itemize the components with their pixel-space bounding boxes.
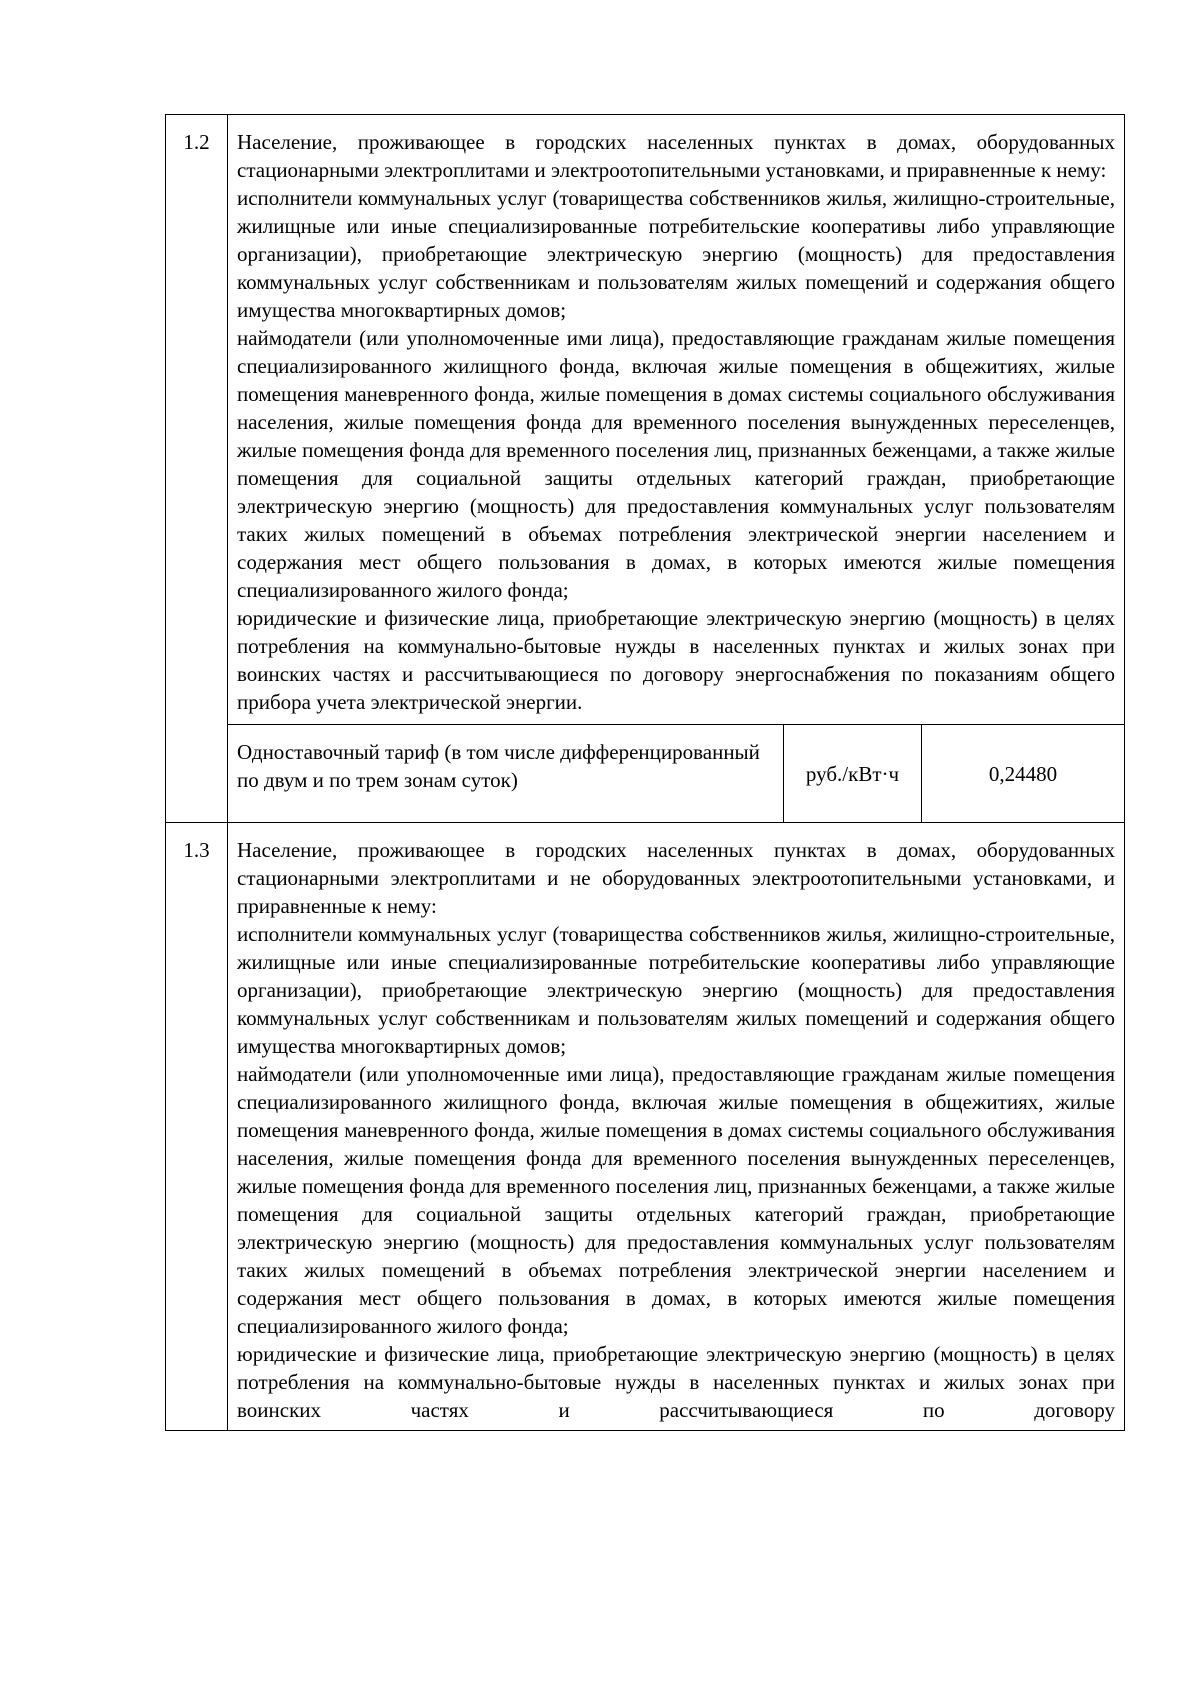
tariff-value: 0,24480 — [922, 725, 1125, 823]
description-paragraph: юридические и физические лица, приобретающие электрическую энергию (мощность) в целях потребления на коммунально-бытовые нужды в населенных пунктах и жилых зонах при воинских частях и рассчитывающиеся по договору — [237, 1342, 1115, 1422]
table-row — [166, 725, 1125, 823]
row-number: 1.2 — [166, 115, 228, 823]
description-paragraph: Население, проживающее в городских населенных пунктах в домах, оборудованных стационарными электроплитами и электроотопительными установками, и приравненные к нему: — [237, 130, 1115, 182]
tariff-name: Одноставочный тариф (в том числе дифференцированный по двум и по трем зонам суток) — [228, 725, 784, 823]
description-paragraph: наймодатели (или уполномоченные ими лица), предоставляющие гражданам жилые помещения специализированного жилищного фонда, включая жилые помещения в общежитиях, жилые помещения маневренного фонда, жилые помещения в домах системы социального обслуживания населения, жилые помещения фонда для временного поселения вынужденных переселенцев, жилые помещения фонда для временного поселения лиц, признанных беженцами, а также жилые помещения для социальной защиты отдельных категорий граждан, приобретающие электрическую энергию (мощность) для предоставления коммунальных услуг пользователям таких жилых помещений в объемах потребления электрической энергии населением и содержания мест общего пользования в домах, в которых имеются жилые помещения специализированного жилого фонда; — [237, 326, 1115, 602]
description-paragraph: исполнители коммунальных услуг (товарищества собственников жилья, жилищно-строительные, жилищные или иные специализированные потребительские кооперативы либо управляющие организации), приобретающие электрическую энергию (мощность) для предоставления коммунальных услуг собственникам и пользователям жилых помещений и содержания общего имущества многоквартирных домов; — [237, 922, 1115, 1058]
tariff-table — [165, 114, 1125, 1431]
description-paragraph: юридические и физические лица, приобретающие электрическую энергию (мощность) в целях потребления на коммунально-бытовые нужды в населенных пунктах и жилых зонах при воинских частях и рассчитывающиеся по договору энергоснабжения по показаниям общего прибора учета электрической энергии. — [237, 606, 1115, 714]
consumer-description — [228, 823, 1125, 1431]
tariff-unit: руб./кВт·ч — [784, 725, 922, 823]
table-row — [166, 115, 1125, 725]
description-paragraph: наймодатели (или уполномоченные ими лица), предоставляющие гражданам жилые помещения специализированного жилищного фонда, включая жилые помещения в общежитиях, жилые помещения маневренного фонда, жилые помещения в домах системы социального обслуживания населения, жилые помещения фонда для временного поселения вынужденных переселенцев, жилые помещения фонда для временного поселения лиц, признанных беженцами, а также жилые помещения для социальной защиты отдельных категорий граждан, приобретающие электрическую энергию (мощность) для предоставления коммунальных услуг пользователям таких жилых помещений в объемах потребления электрической энергии населением и содержания мест общего пользования в домах, в которых имеются жилые помещения специализированного жилого фонда; — [237, 1062, 1115, 1338]
description-paragraph: Население, проживающее в городских населенных пунктах в домах, оборудованных стационарными электроплитами и не оборудованных электроотопительными установками, и приравненные к нему: — [237, 838, 1115, 918]
description-paragraph: исполнители коммунальных услуг (товарищества собственников жилья, жилищно-строительные, жилищные или иные специализированные потребительские кооперативы либо управляющие организации), приобретающие электрическую энергию (мощность) для предоставления коммунальных услуг собственникам и пользователям жилых помещений и содержания общего имущества многоквартирных домов; — [237, 186, 1115, 322]
row-number: 1.3 — [166, 823, 228, 1431]
consumer-description — [228, 115, 1125, 725]
table-row — [166, 823, 1125, 1431]
